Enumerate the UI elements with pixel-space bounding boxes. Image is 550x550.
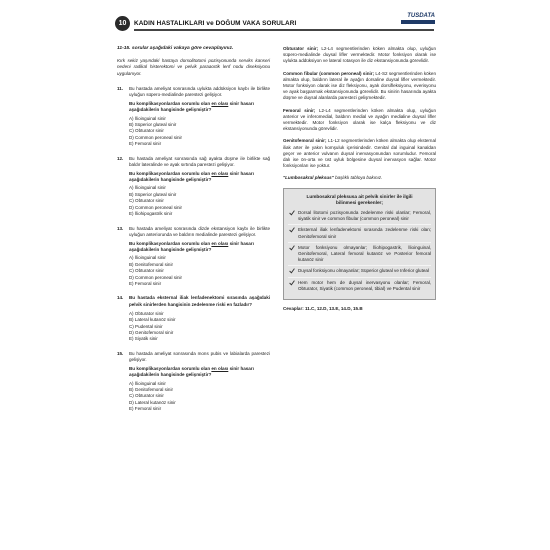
info-box-item: Hem motor hem de duysal inervasyonu olanlar; Femoral, Obturator, Siyatik (common peroneal, tibial) ve Pudental sinir <box>288 280 431 294</box>
explanation-obturator: Obturator sinir; L2-L4 segmentlerinden köken almakta olup, uyluğun süpero-medialinde duysal lifler vermektedir. Motor fonksiyon olarak ise uylukta addüksiyon ve lateral rotasyon ile diz ekstansiyonunda görevlidir. <box>283 46 436 64</box>
option-d: D) Common peroneal sinir <box>129 204 183 210</box>
option-e: E) Femoral sinir <box>129 406 162 412</box>
question-prompt: Bu komplikasyonlardan sorumlu olan en olası sinir hasarı aşağıdakilerin hangisinde gelişmiştir? <box>129 101 254 113</box>
info-box-item: Motor fonksiyonu olmayanlar; İliohipogastrik, İlioinguinal, Genitofemoral, Lateral femoral kutanöz ve Posterior femoral kutanöz sinir <box>288 245 431 267</box>
brand-name: TUSDATA <box>407 13 435 19</box>
header-title: KADIN HASTALIKLARI ve DOĞUM VAKA SORULARI <box>134 20 297 27</box>
option-e: E) İliohipogastrik sinir <box>129 211 173 217</box>
question-stem: Bu hastada ameliyat sonrasında uylukta addüksiyon kaybı ile birlikte uyluğun süpero-medialinde parestezi gelişiyor. <box>129 85 270 98</box>
option-a: A) Obturator sinir <box>129 310 164 316</box>
option-a: A) İlioinguinal sinir <box>129 185 166 191</box>
page-number: 10 <box>115 16 130 31</box>
option-b: B) Süperior gluteal sinir <box>129 191 177 197</box>
option-e: E) Siyatik sinir <box>129 336 158 342</box>
check-icon <box>289 268 295 274</box>
option-c: C) Obturator sinir <box>129 128 164 134</box>
option-b: B) Genitofemoral sinir <box>129 261 173 267</box>
option-d: D) Common peroneal sinir <box>129 134 183 140</box>
option-a: A) İlioinguinal sinir <box>129 380 166 386</box>
question-14 <box>117 295 270 342</box>
option-c: C) Obturator sinir <box>129 268 164 274</box>
answer-key: Cevaplar: 11.C, 12.D, 13.E, 14.D, 15.B <box>283 306 363 312</box>
question-13 <box>117 226 270 288</box>
check-icon <box>289 280 295 286</box>
question-prompt: Bu komplikasyonlardan sorumlu olan en olası sinir hasarı aşağıdakilerin hangisinde gelişmiştir? <box>129 240 254 253</box>
question-stem: Bu hastada eksternal iliak lenfadenektomi sırasında aşağıdaki pelvik sinirlerden hangisinin zedelenme riski en fazladır? <box>129 295 270 307</box>
check-icon <box>289 245 295 251</box>
info-box-item: Duysal fonksiyonu olmayanlar; Süperior gluteal ve Inferior gluteal <box>288 268 431 277</box>
question-number: 15. <box>117 350 124 356</box>
option-d: D) Genitofemoral sinir <box>129 329 174 335</box>
option-b: B) Süperior gluteal sinir <box>129 122 177 128</box>
question-12 <box>117 156 270 218</box>
question-prompt: Bu komplikasyonlardan sorumlu olan en olası sinir hasarı aşağıdakilerin hangisinde gelişmiştir? <box>129 171 254 183</box>
option-c: C) Pudental sinir <box>129 323 163 329</box>
header-rule <box>134 29 434 31</box>
option-b: B) Genitofemoral sinir <box>129 387 173 392</box>
info-box-item: Dorsal litotomi pozisyonunda zedelenme riski olanlar; Femoral, siyatik sinir ve common fibular (common peroneal) sinir <box>288 210 431 225</box>
option-e: E) Femoral sinir <box>129 141 162 147</box>
question-11 <box>117 86 270 148</box>
question-prompt: Bu komplikasyonlardan sorumlu olan en olası sinir hasarı aşağıdakilerin hangisinde gelişmiştir? <box>129 366 254 378</box>
question-stem: Bu hastada ameliyat sonrasında dizde ekstansiyon kaybı ile birlikte uyluğun anteriorunda ve baldırın medialinde parestezi gelişiyor. <box>129 225 270 237</box>
option-c: C) Obturator sinir <box>129 198 164 204</box>
option-c: C) Obturator sinir <box>129 393 164 399</box>
info-box-item: Eksternal iliak lenfadenektomi sırasında zedelenme riski olan; Genitofemoral sinir <box>288 227 431 242</box>
brand-underline <box>401 20 435 24</box>
case-heading: 11-15. sorular aşağıdaki vakaya göre cevaplayınız. <box>117 46 234 51</box>
check-icon <box>289 227 295 233</box>
check-icon <box>289 210 295 216</box>
info-box-title: Lumbosakral pleksusa ait pelvik sinirler ile ilgili bilinmesi gerekenler; <box>306 193 413 205</box>
option-a: A) İlioinguinal sinir <box>129 115 166 121</box>
explanation-genitofemoral: Genitofemoral sinir; L1-L2 segmentlerinden köken almakta olup eksternal iliak arter ile yakın komşuluk içerisindedir. Genital dal inguinal kanaldan geçer ve anterior vulvanın duysal inervasyonundan sorumludur. Femoral dalı ise ön-orta ve üst uyluk bölgesine duysal inervasyon sağlar. Motor fonksiyonları ise yoktur. <box>283 138 436 169</box>
case-description: Kırk sekiz yaşındaki hastaya dorsolitotomi pozisyonunda serviks kanseri nedeni radikal histerektomi ve pelvik paraaortik lenf nodu diseksiyonu uygulanıyor. <box>117 58 270 76</box>
option-e: E) Femoral sinir <box>129 280 162 286</box>
question-number: 13. <box>117 225 124 231</box>
question-number: 14. <box>117 295 124 301</box>
option-d: D) Common peroneal sinir <box>129 274 183 280</box>
option-d: D) Lateral kutanöz sinir <box>129 399 176 405</box>
info-box <box>283 188 436 300</box>
explanation-femoral: Femoral sinir; L2-L4 segmentlerinden köken almakta olup, uyluğun anterior ve inferomedial, baldırın medial ve ayağın medialine duysal lifler vermektedir. Motor fonksiyon olarak ise kalça fleksiyonu ve diz ekstansiyonunda görevlidir. <box>283 107 436 132</box>
explanation-common-fibular: Common fibular (common peroneal) sinir; L4-S2 segmentlerinden köken almakta olup, baldırın lateral ile ayağın dorsaline duysal lifler vermektedir. Motor fonksiyon olarak ise diz fleksiyonu, ayak dorsifleksiyonu, everisyonu ve ayak başparmak ekstansiyonunda görevlidir. Bu sinirin hasarında ayakta düşme ve duysal alanlarda parestezi gelişmektedir. <box>283 70 436 101</box>
option-b: B) Lateral kutanöz sinir <box>129 317 176 323</box>
question-stem: Bu hastada ameliyat sonrasında sağ ayakta düşme ile birlikte sağ baldır lateralinde ve ayak sırtında parestezi gelişiyor. <box>129 155 270 167</box>
question-number: 12. <box>117 155 124 161</box>
option-a: A) İlioinguinal sinir <box>129 255 166 261</box>
question-stem: Bu hastada ameliyat sonrasında mons pubis ve labialarda parestezi gelişiyor. <box>129 350 270 362</box>
brand-logo <box>397 13 435 24</box>
question-number: 11. <box>117 85 124 91</box>
page-header <box>115 13 435 31</box>
right-column <box>283 46 436 312</box>
left-column <box>117 46 270 421</box>
table-reference-note: "Lumbosakral pleksus" başlıklı tabloya bakınız. <box>283 175 383 181</box>
question-15 <box>117 351 270 413</box>
